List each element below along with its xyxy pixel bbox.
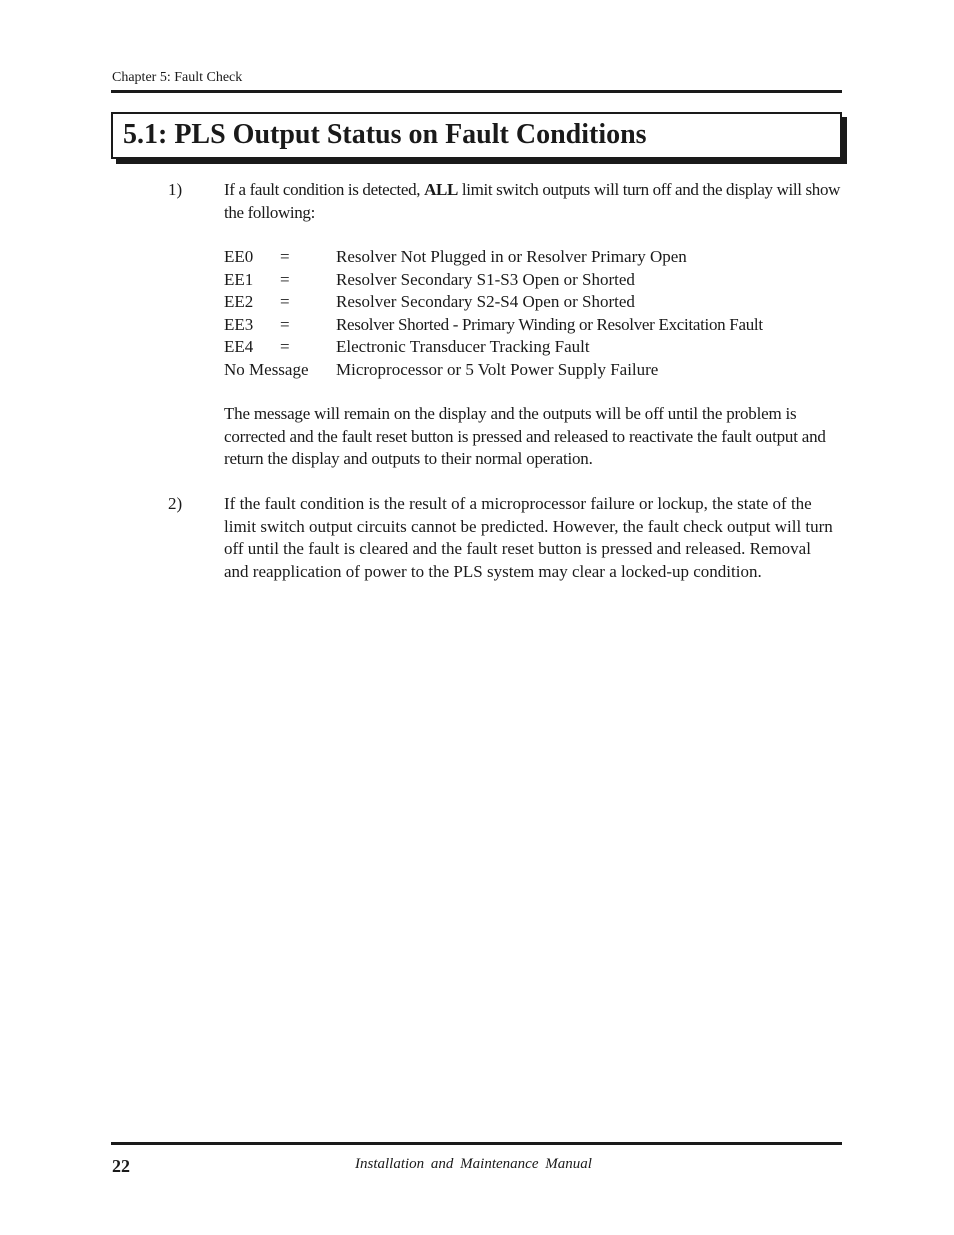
fault-code-description: Microprocessor or 5 Volt Power Supply Failure (336, 359, 659, 379)
item-1-followup: The message will remain on the display and the outputs will be off until the problem is corrected and the fault reset button is pressed and released to reactivate the fault output and return the display and outputs to their normal operation. (224, 404, 826, 468)
manual-title: Installation and Maintenance Manual (355, 1156, 592, 1172)
fault-code-row (224, 291, 844, 314)
fault-code-row (224, 359, 844, 382)
section-title: 5.1: PLS Output Status on Fault Conditions (123, 119, 647, 150)
fault-code-list (224, 246, 844, 381)
fault-code-row (224, 314, 844, 337)
fault-code-description: Resolver Secondary S1-S3 Open or Shorted (336, 269, 635, 289)
fault-code: No Message (224, 359, 309, 379)
fault-code-description: Resolver Secondary S2-S4 Open or Shorted (336, 292, 635, 311)
fault-code: EE0 (224, 247, 254, 266)
item-1-number: 1) (168, 180, 183, 199)
item-2-number: 2) (168, 494, 183, 513)
fault-code-equals: = (280, 314, 290, 334)
running-header: Chapter 5: Fault Check (112, 70, 243, 85)
item-1-intro-before: If a fault condition is detected, (224, 180, 425, 199)
header-rule (111, 90, 842, 93)
page-number: 22 (112, 1156, 130, 1176)
fault-code-row (224, 246, 844, 269)
item-1-intro-after: limit switch outputs will turn off and the display will show the following: (224, 180, 841, 222)
fault-code-equals: = (280, 269, 290, 289)
section-title-box (111, 112, 842, 159)
fault-code-description: Resolver Not Plugged in or Resolver Primary Open (336, 247, 687, 266)
fault-code-row (224, 269, 844, 292)
fault-code-equals: = (280, 247, 290, 266)
fault-code: EE2 (224, 292, 254, 311)
fault-code-description: Electronic Transducer Tracking Fault (336, 337, 590, 356)
fault-code: EE4 (224, 337, 254, 356)
item-1-intro (224, 179, 842, 224)
fault-code-equals: = (280, 292, 290, 311)
footer-rule (111, 1142, 842, 1145)
fault-code: EE1 (224, 269, 254, 289)
item-1-intro-bold: ALL (424, 180, 458, 199)
fault-code-description: Resolver Shorted - Primary Winding or Resolver Excitation Fault (336, 314, 763, 334)
fault-code-row (224, 336, 844, 359)
fault-code-equals: = (280, 337, 290, 356)
fault-code: EE3 (224, 314, 254, 334)
item-2-text: If the fault condition is the result of a microprocessor failure or lockup, the state of the limit switch output circuits cannot be predicted. However, the fault check output will turn off until the fault is cleared and the fault reset button is pressed and released. Removal and reapplication of power to the PLS system may clear a locked-up condition. (224, 494, 833, 581)
